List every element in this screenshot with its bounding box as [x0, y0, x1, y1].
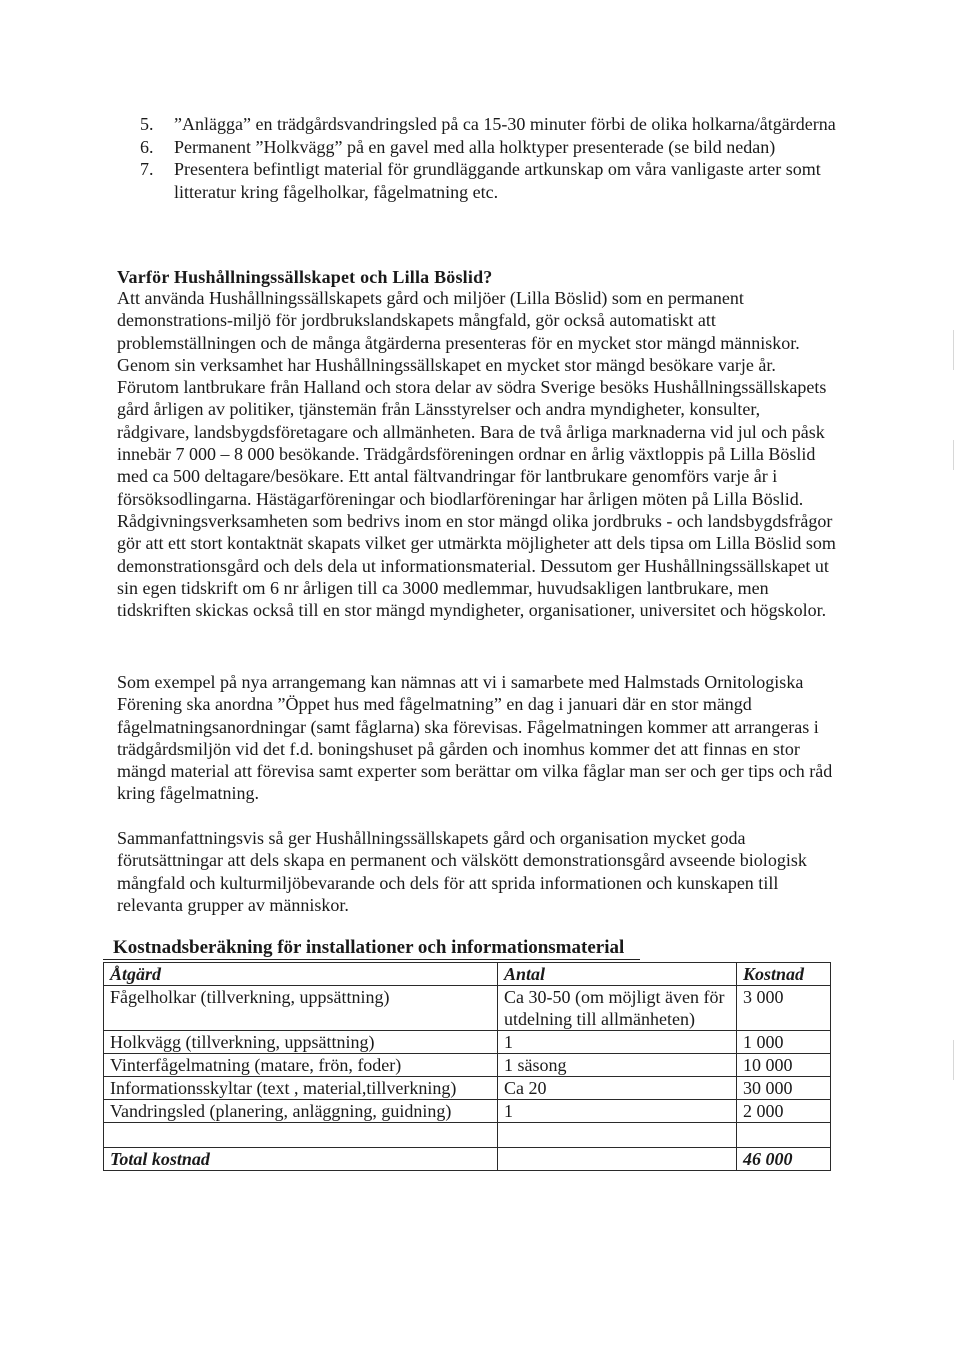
table-cell [737, 1123, 831, 1148]
table-total-row [104, 1148, 831, 1171]
section-heading: Varför Hushållningssällskapet och Lilla Böslid? [117, 267, 493, 287]
table-cell: Fågelholkar (tillverkning, uppsättning) [104, 986, 498, 1031]
paragraph-example-event: Som exempel på nya arrangemang kan nämnas att vi i samarbete med Halmstads Ornitologiska Förening ska anordna ”Öppet hus med fågelmatning” en dag i januari där en stor mängd fågelmatningsanordningar (samt fåglarna) ska förevisas. Fågelmatningen kommer att arrangeras i trädgårdsmiljön vid det f.d. boningshuset på gården och inomhus kommer det att finnas en stor mängd material att förevisa samt experter som berättar om vilka fåglar man ser och ger tips och råd kring fågelmatning. [117, 672, 833, 804]
table-cell: 1 [498, 1100, 737, 1123]
scan-edge-mark [953, 1040, 954, 1080]
list-number: 6. [140, 136, 154, 157]
list-item-text: Presentera befintligt material för grundläggande artkunskap om våra vanligaste arter somt litteratur kring fågelholkar, fågelmatning etc. [174, 159, 821, 202]
table-cell: Informationsskyltar (text , material,tillverkning) [104, 1077, 498, 1100]
total-value-cell: 46 000 [737, 1148, 831, 1171]
table-cell [104, 1123, 498, 1148]
list-number: 5. [140, 114, 154, 134]
table-row [104, 1100, 831, 1123]
numbered-list [140, 113, 860, 203]
list-item-text: ”Anlägga” en trädgårdsvandringsled på ca 15-30 minuter förbi de olika holkarna/åtgärderna [174, 114, 836, 134]
list-item [140, 113, 860, 136]
list-number: 7. [140, 159, 154, 179]
list-item [140, 158, 860, 203]
table-row [104, 1054, 831, 1077]
table-row [104, 1077, 831, 1100]
table-cell: 1 [498, 1031, 737, 1054]
scan-edge-mark [953, 440, 954, 470]
table-cell: Holkvägg (tillverkning, uppsättning) [104, 1031, 498, 1054]
paragraph-why-lilla-boslid: Att använda Hushållningssällskapets gård och miljöer (Lilla Böslid) som en permanent demonstrations-miljö för jordbrukslandskapets mångfald, gör också automatiskt att problemställningen och de många åtgärderna presenteras för en mycket stor mängd människor. Genom sin verksamhet har Hushållningssällskapet en mycket stor mängd besökare varje år. Förutom lantbrukare från Halland och stora delar av södra Sverige besöks Hushållningssällskapets gård årligen av politiker, tjänstemän från Länsstyrelser och andra myndigheter, konsulter, rådgivare, landsbygdsföretagare och allmänheten. Bara de två årliga marknaderna vid jul och påsk innebär 7 000 – 8 000 besökande. Trädgårdsföreningen ordnar en årlig växtloppis på Lilla Böslid med ca 500 deltagare/besökare. Ett antal fältvandringar för lantbrukare genomförs varje år i försöksodlingarna. Hästägarföreningar och biodlarföreningar har årligen möten på Lilla Böslid. Rådgivningsverksamheten som bedrivs inom en stor mängd olika jordbruks - och landsbygdsfrågor gör att ett stort kontaktnät skapats vilket ger utmärkta möjligheter att dels tipsa om Lilla Böslid som demonstrationsgård och dels dela ut informationsmaterial. Dessutom ger Hushållningssällskapet ut sin egen tidskrift om 6 nr årligen till ca 3000 medlemmar, huvudsakligen lantbrukare, men tidskriften skickas också till en stor mängd myndigheter, organisationer, universitet och högskolor. [117, 288, 836, 621]
cost-table [103, 962, 831, 1171]
header-cell-antal: Antal [498, 963, 737, 986]
table-cell: 3 000 [737, 986, 831, 1031]
cost-table-title-underline [103, 959, 640, 960]
table-cell: 2 000 [737, 1100, 831, 1123]
total-label-cell: Total kostnad [104, 1148, 498, 1171]
table-cell: Vinterfågelmatning (matare, frön, foder) [104, 1054, 498, 1077]
table-row [104, 986, 831, 1031]
paragraph-summary: Sammanfattningsvis så ger Hushållningssällskapets gård och organisation mycket goda förutsättningar att dels skapa en permanent och välskött demonstrationsgård avseende biologisk mångfald och kulturmiljöbevarande och dels för att sprida informationen och kunskapen till relevanta grupper av människor. [117, 828, 807, 915]
table-row [104, 1031, 831, 1054]
table-cell: Vandringsled (planering, anläggning, guidning) [104, 1100, 498, 1123]
table-cell [498, 1123, 737, 1148]
table-cell: 1 säsong [498, 1054, 737, 1077]
scan-edge-mark [953, 330, 954, 370]
table-row-empty [104, 1123, 831, 1148]
table-cell: Ca 20 [498, 1077, 737, 1100]
list-item [140, 136, 860, 159]
table-cell: 30 000 [737, 1077, 831, 1100]
table-cell: 1 000 [737, 1031, 831, 1054]
table-cell: Ca 30-50 (om möjligt även för utdelning till allmänheten) [498, 986, 737, 1031]
header-cell-atgard: Åtgärd [104, 963, 498, 986]
table-cell [498, 1148, 737, 1171]
table-header-row [104, 963, 831, 986]
table-cell: 10 000 [737, 1054, 831, 1077]
list-item-text: Permanent ”Holkvägg” på en gavel med alla holktyper presenterade (se bild nedan) [174, 136, 776, 157]
header-cell-kostnad: Kostnad [737, 963, 831, 986]
cost-table-title: Kostnadsberäkning för installationer och informationsmaterial [113, 937, 625, 958]
